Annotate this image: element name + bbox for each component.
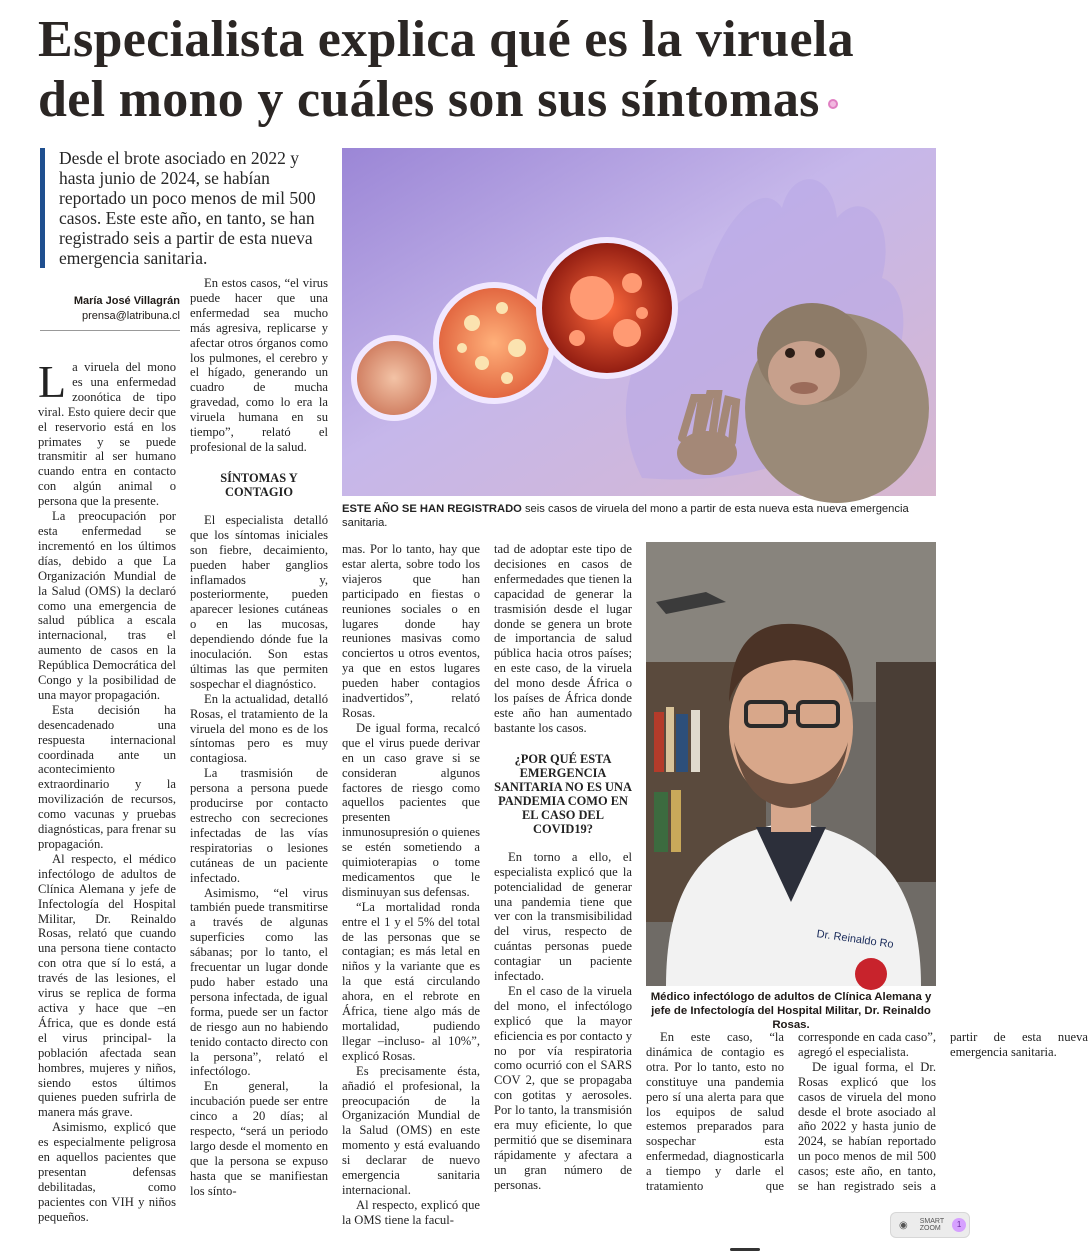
subheading-pandemic: ¿POR QUÉ ESTA EMERGENCIA SANITARIA NO ES UNA PANDEMIA COMO EN EL CASO DEL COVID19? [494, 751, 632, 836]
paragraph: En torno a ello, el especialista explicó que la potencialidad de generar una pandemia tiene que ver con la transmisibilidad del virus, respecto de cuántas personas puede contagiar un paciente infectado. [494, 849, 632, 984]
paragraph: En la actualidad, detalló Rosas, el tratamiento de la viruela del mono es de los síntomas pero es muy contagiosa. [190, 691, 328, 766]
monkeypox-illustration [342, 148, 936, 496]
smart-zoom-label-1: SMART [919, 1218, 945, 1225]
skin-lesion-circle [354, 338, 434, 418]
body-column-4 [494, 542, 632, 1216]
smart-zoom-label [920, 1218, 944, 1232]
eye-icon: ◉ [899, 1219, 908, 1231]
paragraph: Asimismo, “el virus también puede transmitirse a través de algunas superficies como las sábanas; por lo tanto, el frecuentar un lugar donde pudo haber estado una persona infectada, de igual forma, puede ser un factor de riesgo aun no habiendo tenido contacto directo con la persona”, relató el infectólogo. [190, 885, 328, 1079]
subheading-symptoms: SÍNTOMAS Y CONTAGIO [220, 470, 298, 499]
main-photo [342, 148, 936, 496]
caption-lead: ESTE AÑO SE HAN REGISTRADO [342, 503, 522, 515]
main-photo-caption [342, 502, 936, 530]
body-column-1 [38, 356, 176, 1224]
smart-zoom-label-2: ZOOM [919, 1225, 941, 1232]
paragraph: Al respecto, explicó que la OMS tiene la facul- [342, 1197, 480, 1227]
paragraph: Esta decisión ha desencadenado una respuesta internacional coordinada ante un acontecimiento extraordinario y la movilización de recursos, como vacunas y pruebas diagnósticas, para frenar su propagación. [38, 702, 176, 851]
body-column-5 [646, 1030, 1088, 1216]
paragraph: tad de adoptar este tipo de decisiones en casos de enfermedades que tienen la capacidad de generar la trasmisión desde el lugar donde se genera un brote de importancia de salud pública hacia otros países; en este caso, de la viruela del mono desde África o los países de África donde este año han aumentado bastante los casos. [494, 542, 632, 735]
drop-cap: L [38, 356, 67, 407]
body-column-3 [342, 542, 480, 1227]
coat-name-label: Dr. Reinaldo Ro [815, 928, 895, 951]
body-column-2 [190, 276, 328, 1216]
byline [40, 294, 180, 331]
paragraph: De igual forma, el Dr. Rosas explicó que los casos de viruela del mono desde el brote asociado al año 2022 y hasta junio de 2024, se habían reportado un poco menos de mil 500 casos; este año, en tanto, se han registrado seis a partir de esta nueva emergencia sanitaria. [798, 1030, 1088, 1194]
smart-zoom-button[interactable] [890, 1212, 970, 1238]
smart-zoom-badge: 1 [952, 1218, 966, 1232]
headline-text: Especialista explica qué es la viruela del mono y cuáles son sus síntomas [38, 11, 854, 128]
caption-text: seis casos de viruela del mono a partir de esta nueva esta nueva emergencia sanitaria. [342, 503, 909, 529]
author-name: María José Villagrán [73, 295, 180, 307]
hospital-emblem [855, 958, 887, 990]
deck: Desde el brote asociado en 2022 y hasta junio de 2024, se habían reportado un poco menos de mil 500 casos. Este este año, en tanto, se han registrado seis a partir de esta nueva emergencia sanitaria. [40, 148, 318, 268]
paragraph: La preocupación por esta enfermedad se incrementó en los últimos días, debido a que La Organización Mundial de la Salud (OMS) la declaró como una emergencia de salud pública a escala internacional, tras el aumento de casos en la República Democrática del Congo y la posibilidad de una mayor propagación. [38, 509, 176, 702]
paragraph: El especialista detalló que los síntomas iniciales son fiebre, decaimiento, pueden haber ganglios inflamados y, posteriormente, pueden aparecer lesiones cutáneas o en las mucosas, dependiendo dónde fue la inoculación. Son estas últimas las que permiten sospechar el diagnóstico. [190, 512, 328, 691]
bookmark-dot-icon[interactable] [828, 99, 838, 109]
paragraph: mas. Por lo tanto, hay que estar alerta, sobre todo los viajeros que han participado en fiestas o reuniones sociales o en lugares donde hay reuniones masivas como conciertos u otros eventos, ya que en estos lugares pueden haber contagios inadvertidos”, relató Rosas. [342, 542, 480, 720]
byline-divider [40, 330, 180, 331]
paragraph: En este caso, “la dinámica de contagio es otra. Por lo tanto, esto no constituye una pandemia pero sí una alerta para que los equipos de salud estemos preparados para sospechar esta enfermedad, diagnosticarla a tiempo y darle el tratamiento que corresponde en cada caso”, agregó el especialista. [646, 1030, 936, 1194]
paragraph: Al respecto, el médico infectólogo de adultos de Clínica Alemana y jefe de Infectología del Hospital Militar, Dr. Reinaldo Rosas, relató que cuando una persona tiene contacto con otra que sí lo está, a través de las lesiones, el virus se replica de forma activa y hace que –en África, que es donde está el virus principal- la población afectada sean hombres, mujeres y niños, siendo estos últimos quienes pueden sufrirla de manera más grave. [38, 851, 176, 1120]
paragraph: “La mortalidad ronda entre el 1 y el 5% del total de las personas que se contagian; es más letal en niños y la variante que es la que está circulando ahora, en el rebrote en África, tiene algo más de mortalidad, pudiendo llegar –incluso- al 10%”, explicó Rosas. [342, 899, 480, 1063]
author-email: prensa@latribuna.cl [82, 310, 180, 322]
paragraph: En estos casos, “el virus puede hacer que una enfermedad sea mucho más agresiva, replicarse y afectar otros órganos como los pulmones, el cerebro y el hígado, generando un cuadro de mucha gravedad, como lo era la viruela humana en su tiempo”, relató el profesional de la salud. [190, 276, 328, 454]
paragraph: La trasmisión de persona a persona puede producirse por contacto estrecho con secreciones infectadas de las vías respiratorias o lesiones cutáneas de un paciente infectado. [190, 766, 328, 885]
paragraph: En el caso de la viruela del mono, el infectólogo explicó que la mayor eficiencia es por contacto y no por vía respiratoria como ocurrió con el SARS COV 2, que se propagaba con gotitas y aerosoles. Por lo tanto, la transmisión era muy eficiente, lo que permitió que se diseminara rápidamente y afectara a un gran número de personas. [494, 983, 632, 1192]
paragraph: Asimismo, explicó que es especialmente peligrosa en aquellos pacientes que presentan defensas debilitadas, como pacientes con VIH y niños pequeños. [38, 1120, 176, 1224]
headline [38, 10, 918, 130]
doctor-portrait [646, 542, 936, 986]
paragraph: En general, la incubación puede ser entre cinco a 20 días; al respecto, “será un periodo largo desde el momento en que la persona se expuso hasta que se manifiestan los sínto- [190, 1079, 328, 1198]
paragraph: De igual forma, recalcó que el virus puede derivar en un caso grave si se consideran algunos factores de riesgo como aquellos pacientes que presenten inmunosupresión o quienes se estén sometiendo a quimioterapias o tome medicamentos que le disminuyan sus defensas. [342, 720, 480, 899]
doctor-photo-caption: Médico infectólogo de adultos de Clínica Alemana y jefe de Infectología del Hospital Militar, Dr. Reinaldo Rosas. [650, 991, 932, 1031]
paragraph: Es precisamente ésta, añadió el profesional, la preocupación de la Organización Mundial de la Salud (OMS) en este momento y está evaluando si declarar de nuevo emergencia sanitaria internacional. [342, 1063, 480, 1197]
pustule-circle [436, 285, 552, 401]
page-indicator [730, 1248, 760, 1251]
doctor-photo [646, 542, 936, 986]
paragraph: a viruela del mono es una enfermedad zoonótica de tipo viral. Esto quiere decir que el reservorio está en los primates y se puede transmitir al ser humano cuando entra en contacto con algún animal o persona que la presente. [38, 360, 176, 509]
